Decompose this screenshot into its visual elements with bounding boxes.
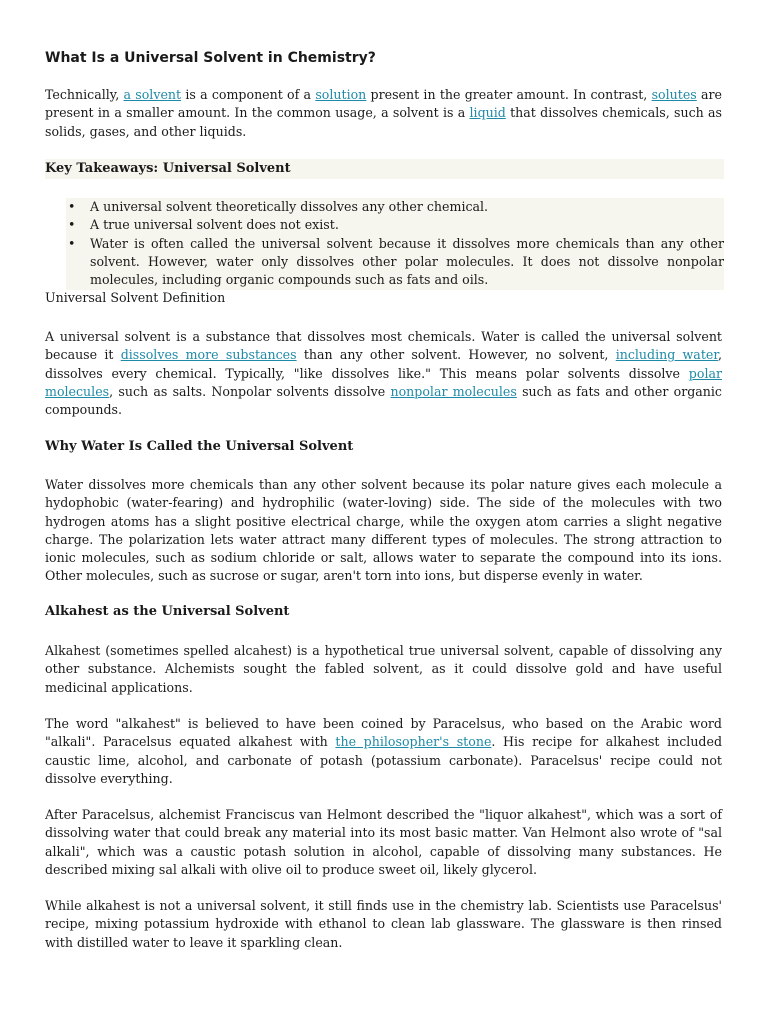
link-dissolves-more-substances[interactable]: dissolves more substances bbox=[120, 347, 297, 363]
text-run: , such as salts. Nonpolar solvents dissolve bbox=[109, 383, 391, 399]
text-run: Technically, bbox=[45, 87, 124, 102]
water-heading: Why Water Is Called the Universal Solvent bbox=[45, 439, 354, 454]
text-run: , dissolves every chemical. Typically, "like dissolves like." This means polar solvents dissolve bbox=[45, 347, 722, 381]
list-item: • A universal solvent theoretically dissolves any other chemical. bbox=[66, 198, 724, 216]
key-takeaways-list bbox=[66, 198, 724, 289]
text-run: than any other solvent. However, no solvent, bbox=[296, 347, 616, 363]
key-takeaways-heading bbox=[45, 159, 724, 179]
text-run: that dissolves chemicals, such as solids, gases, and other liquids. bbox=[45, 105, 722, 139]
link-solution[interactable]: solution bbox=[315, 87, 367, 102]
alkahest-paragraph-4: While alkahest is not a universal solvent, it still finds use in the chemistry lab. Scientists use Paracelsus' recipe, mixing potassium hydroxide with ethanol to clean lab glassware. The glassware is then rinsed with distilled water to leave it sparkling clean. bbox=[45, 898, 722, 950]
page-title: What Is a Universal Solvent in Chemistry? bbox=[45, 50, 376, 66]
key-takeaways-box bbox=[66, 198, 724, 290]
link-liquid[interactable]: liquid bbox=[469, 105, 506, 121]
list-item: • A true universal solvent does not exist. bbox=[66, 216, 724, 234]
link-a-solvent[interactable]: a solvent bbox=[123, 87, 182, 102]
intro-paragraph bbox=[45, 86, 722, 141]
text-run: such as fats and other organic compounds. bbox=[45, 383, 722, 418]
key-takeaways-title: Key Takeaways: Universal Solvent bbox=[45, 161, 291, 176]
link-solutes[interactable]: solutes bbox=[651, 87, 697, 102]
definition-paragraph bbox=[45, 328, 722, 419]
alkahest-paragraph-2 bbox=[45, 715, 722, 788]
text-run: A universal solvent is a substance that dissolves most chemicals. Water is called the universal solvent because it bbox=[45, 329, 722, 363]
text-run: The word "alkahest" is believed to have been coined by Paracelsus, who based on the Arabic word "alkali". Paracelsus equated alkahest with bbox=[45, 716, 722, 750]
link-including-water[interactable]: including water bbox=[615, 347, 718, 363]
text-run: . His recipe for alkahest included caustic lime, alcohol, and carbonate of potash (potassium carbonate). Paracelsus' recipe could not dissolve everything. bbox=[45, 734, 723, 786]
water-paragraph: Water dissolves more chemicals than any other solvent because its polar nature gives each molecule a hydophobic (water-fearing) and hydrophilic (water-loving) side. The side of the molecules with two hydrogen atoms has a slight positive electrical charge, while the oxygen atom carries a slight negative charge. The polarization lets water attract many different types of molecules. The strong attraction to ionic molecules, such as sodium chloride or salt, allows water to separate the compound into its ions. Other molecules, such as sucrose or sugar, aren't torn into ions, but disperse evenly in water. bbox=[45, 477, 722, 584]
text-run: are present in a smaller amount. In the common usage, a solvent is a bbox=[45, 87, 722, 121]
alkahest-heading: Alkahest as the Universal Solvent bbox=[45, 604, 290, 619]
list-item: • Water is often called the universal solvent because it dissolves more chemicals than any other solvent. However, water only dissolves other polar molecules. It does not dissolve nonpolar molecules, including organic compounds such as fats and oils. bbox=[66, 235, 724, 290]
link-polar-molecules[interactable]: polar molecules bbox=[45, 365, 722, 399]
alkahest-paragraph-1: Alkahest (sometimes spelled alcahest) is a hypothetical true universal solvent, capable of dissolving any other substance. Alchemists sought the fabled solvent, as it could dissolve gold and have useful medicinal applications. bbox=[45, 643, 722, 695]
text-run: present in the greater amount. In contrast, bbox=[366, 87, 652, 102]
link-nonpolar-molecules[interactable]: nonpolar molecules bbox=[390, 383, 517, 399]
alkahest-paragraph-3: After Paracelsus, alchemist Franciscus van Helmont described the "liquor alkahest", which was a sort of dissolving water that could break any material into its most basic matter. Van Helmont also wrote of "sal alkali", which was a caustic potash solution in alcohol, capable of dissolving many substances. He described mixing sal alkali with olive oil to produce sweet oil, likely glycerol. bbox=[45, 807, 722, 877]
link-philosophers-stone[interactable]: the philosopher's stone bbox=[335, 734, 492, 750]
text-run: is a component of a bbox=[181, 87, 316, 102]
definition-heading: Universal Solvent Definition bbox=[45, 290, 226, 305]
